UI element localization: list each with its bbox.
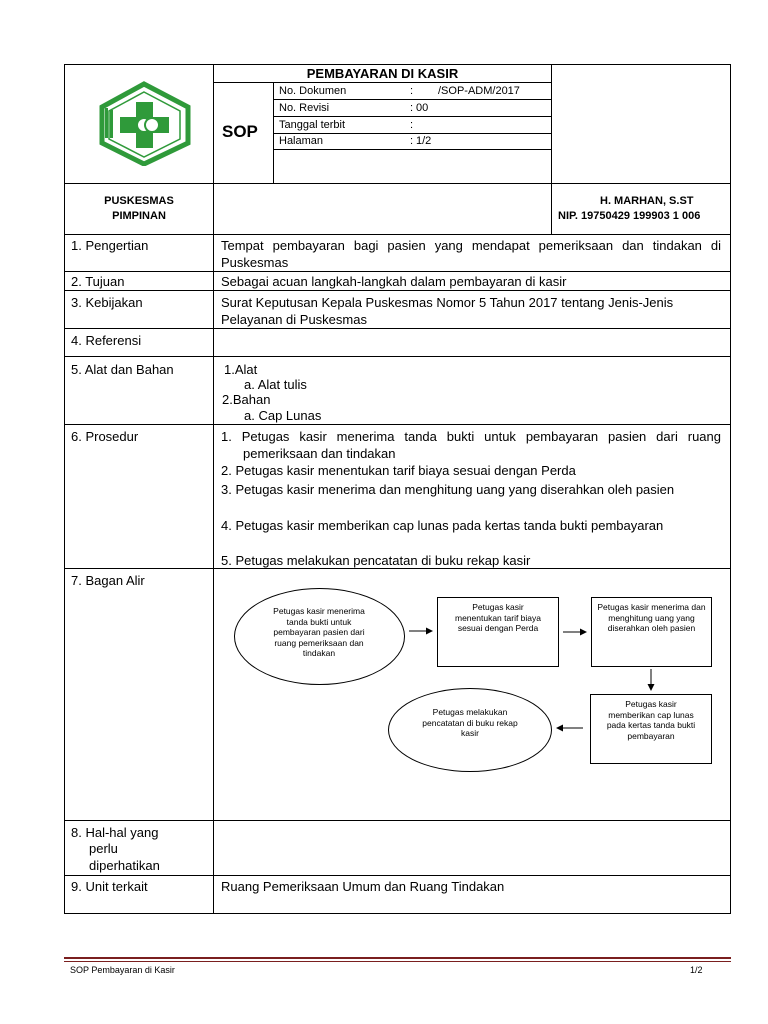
flow-node-5-text: Petugas melakukan pencatatan di buku rekap kasir	[422, 707, 518, 738]
right-sign-name: H. MARHAN, S.ST	[600, 195, 694, 207]
prosedur-step-2: 2. Petugas kasir menentukan tarif biaya sesuai dengan Perda	[221, 463, 576, 478]
meta-sep: :	[410, 102, 414, 114]
alat-item: a. Alat tulis	[244, 377, 307, 392]
label-pengertian: 1. Pengertian	[71, 238, 149, 253]
footer-title: SOP Pembayaran di Kasir	[70, 965, 175, 975]
footer-rule-thin	[64, 961, 731, 962]
prosedur-step-1: 1. Petugas kasir menerima tanda bukti untuk pembayaran pasien dari ruang pemeriksaan dan tindakan	[221, 429, 721, 461]
prosedur-step-3: 3. Petugas kasir menerima dan menghitung uang yang diserahkan oleh pasien	[221, 482, 675, 497]
label-alat-bahan: 5. Alat dan Bahan	[71, 362, 174, 377]
label-referensi: 4. Referensi	[71, 333, 142, 348]
footer-page-number: 1/2	[690, 965, 703, 975]
label-hal-line1: 8. Hal-hal yang	[71, 825, 159, 840]
label-tujuan: 2. Tujuan	[71, 274, 125, 289]
meta-label-halaman: Halaman	[279, 135, 324, 147]
meta-sep: :	[410, 135, 414, 147]
bahan-heading: 2.Bahan	[222, 392, 271, 407]
left-sign-line2: PIMPINAN	[112, 210, 166, 222]
meta-label-tanggal-terbit: Tanggal terbit	[279, 119, 346, 131]
flow-node-4-text: Petugas kasir memberikan cap lunas pada kertas tanda bukti pembayaran	[606, 699, 696, 741]
label-unit-terkait: 9. Unit terkait	[71, 879, 148, 894]
label-kebijakan: 3. Kebijakan	[71, 295, 143, 310]
meta-value-halaman: 1/2	[416, 135, 432, 147]
label-hal-line2: perlu	[89, 841, 118, 856]
right-sign-nip: NIP. 19750429 199903 1 006	[558, 210, 701, 222]
prosedur-step-4: 4. Petugas kasir memberikan cap lunas pada kertas tanda bukti pembayaran	[221, 518, 664, 533]
left-sign-line1: PUSKESMAS	[104, 195, 174, 207]
label-hal-line3: diperhatikan	[89, 858, 160, 873]
label-prosedur: 6. Prosedur	[71, 429, 139, 444]
text-kebijakan: Surat Keputusan Kepala Puskesmas Nomor 5 Tahun 2017 tentang Jenis-Jenis Pelayanan di Puskesmas	[221, 295, 674, 327]
alat-heading: 1.Alat	[224, 362, 258, 377]
meta-value-no-dokumen: /SOP-ADM/2017	[438, 85, 520, 97]
sop-label: SOP	[222, 122, 258, 141]
prosedur-step-5: 5. Petugas melakukan pencatatan di buku rekap kasir	[221, 553, 531, 568]
text-pengertian: Tempat pembayaran bagi pasien yang mendapat pemeriksaan dan tindakan di Puskesmas	[221, 238, 721, 270]
bahan-item: a. Cap Lunas	[244, 408, 322, 423]
flow-node-3-text: Petugas kasir menerima dan menghitung uang yang diserahkan oleh pasien	[597, 602, 706, 633]
meta-value-no-revisi: 00	[416, 102, 429, 114]
meta-sep: :	[410, 119, 414, 131]
text-unit-terkait: Ruang Pemeriksaan Umum dan Ruang Tindakan	[221, 879, 505, 894]
document-title: PEMBAYARAN DI KASIR	[306, 66, 459, 81]
meta-label-no-revisi: No. Revisi	[279, 102, 330, 114]
meta-label-no-dokumen: No. Dokumen	[279, 85, 347, 97]
text-tujuan: Sebagai acuan langkah-langkah dalam pembayaran di kasir	[221, 274, 567, 289]
footer-rule	[64, 957, 731, 959]
label-bagan-alir: 7. Bagan Alir	[71, 573, 145, 588]
flow-node-1-text: Petugas kasir menerima tanda bukti untuk pembayaran pasien dari ruang pemeriksaan dan tindakan	[273, 606, 365, 658]
meta-sep: :	[410, 85, 414, 97]
flow-node-2-text: Petugas kasir menentukan tarif biaya sesuai dengan Perda	[455, 602, 541, 633]
